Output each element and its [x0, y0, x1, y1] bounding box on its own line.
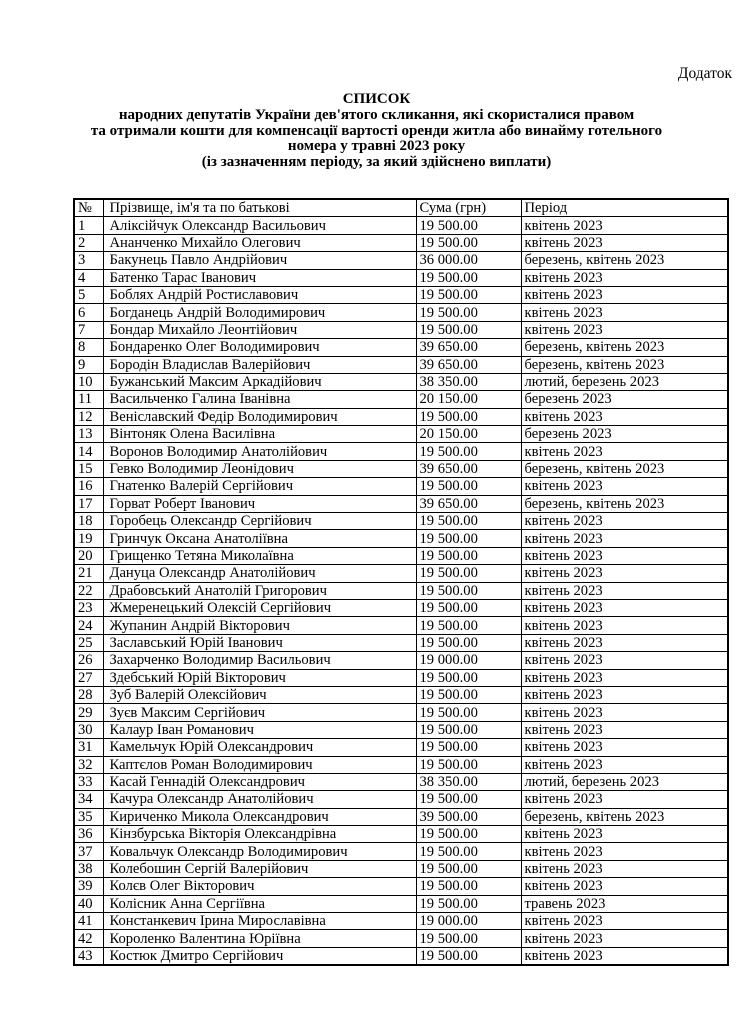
row-number: 33	[74, 773, 103, 790]
period: квітень 2023	[521, 478, 728, 495]
deputy-name: Веніславский Федір Володимирович	[103, 408, 416, 425]
deputy-name: Заславський Юрій Іванович	[103, 634, 416, 651]
amount: 19 500.00	[416, 860, 521, 877]
amount: 39 500.00	[416, 808, 521, 825]
period: квітень 2023	[521, 878, 728, 895]
deputy-name: Аліксійчук Олександр Васильович	[103, 217, 416, 234]
row-number: 8	[74, 339, 103, 356]
deputy-name: Гринчук Оксана Анатоліївна	[103, 530, 416, 547]
table-row	[74, 669, 728, 686]
period: березень 2023	[521, 391, 728, 408]
table-header-row	[74, 199, 728, 217]
deputy-name: Воронов Володимир Анатолійович	[103, 443, 416, 460]
amount: 19 500.00	[416, 791, 521, 808]
title-line-3: та отримали кошти для компенсації вартості оренди житла або винайму готельного	[90, 122, 663, 139]
table-row	[74, 530, 728, 547]
table-row	[74, 947, 728, 965]
table-row	[74, 304, 728, 321]
table-row	[74, 739, 728, 756]
column-header-amount: Сума (грн)	[416, 199, 521, 217]
row-number: 19	[74, 530, 103, 547]
row-number: 42	[74, 930, 103, 947]
column-header-period: Період	[521, 199, 728, 217]
deputy-name: Здебський Юрій Вікторович	[103, 669, 416, 686]
row-number: 7	[74, 321, 103, 338]
row-number: 31	[74, 739, 103, 756]
row-number: 20	[74, 547, 103, 564]
table-row	[74, 704, 728, 721]
row-number: 32	[74, 756, 103, 773]
deputy-name: Горобець Олександр Сергійович	[103, 513, 416, 530]
deputy-name: Бакунець Павло Андрійович	[103, 252, 416, 269]
deputy-name: Колебошин Сергій Валерійович	[103, 860, 416, 877]
title-line-4: номера у травні 2023 року	[287, 138, 466, 155]
table-row	[74, 443, 728, 460]
table-row	[74, 252, 728, 269]
row-number: 40	[74, 895, 103, 912]
deputy-name: Жупанин Андрій Вікторович	[103, 617, 416, 634]
table-row	[74, 286, 728, 303]
deputy-name: Колєв Олег Вікторович	[103, 878, 416, 895]
amount: 19 500.00	[416, 547, 521, 564]
table-row	[74, 721, 728, 738]
row-number: 5	[74, 286, 103, 303]
table-row	[74, 843, 728, 860]
row-number: 14	[74, 443, 103, 460]
period: квітень 2023	[521, 634, 728, 651]
row-number: 4	[74, 269, 103, 286]
table-row	[74, 652, 728, 669]
table-row	[74, 217, 728, 234]
period: квітень 2023	[521, 443, 728, 460]
period: квітень 2023	[521, 582, 728, 599]
amount: 19 500.00	[416, 408, 521, 425]
title-line-5: (із зазначенням періоду, за який здійснено виплати)	[201, 154, 552, 171]
period: квітень 2023	[521, 739, 728, 756]
period: квітень 2023	[521, 843, 728, 860]
amount: 19 500.00	[416, 530, 521, 547]
amount: 19 500.00	[416, 443, 521, 460]
period: квітень 2023	[521, 408, 728, 425]
table-row	[74, 773, 728, 790]
column-header-number: №	[74, 199, 103, 217]
row-number: 3	[74, 252, 103, 269]
deputy-name: Костюк Дмитро Сергійович	[103, 947, 416, 965]
table-row	[74, 599, 728, 616]
amount: 19 500.00	[416, 599, 521, 616]
table-row	[74, 582, 728, 599]
deputy-name: Васильченко Галина Іванівна	[103, 391, 416, 408]
row-number: 23	[74, 599, 103, 616]
row-number: 26	[74, 652, 103, 669]
deputy-name: Захарченко Володимир Васильович	[103, 652, 416, 669]
amount: 19 500.00	[416, 895, 521, 912]
deputy-name: Боблях Андрій Ростиславович	[103, 286, 416, 303]
deputy-name: Бондаренко Олег Володимирович	[103, 339, 416, 356]
table-row	[74, 686, 728, 703]
amount: 19 500.00	[416, 878, 521, 895]
amount: 19 500.00	[416, 756, 521, 773]
period: квітень 2023	[521, 826, 728, 843]
table-row	[74, 269, 728, 286]
period: квітень 2023	[521, 913, 728, 930]
period: квітень 2023	[521, 304, 728, 321]
table-row	[74, 460, 728, 477]
title-line-2: народних депутатів України дев'ятого скликання, які скористалися правом	[118, 106, 635, 123]
table-row	[74, 895, 728, 912]
deputy-name: Камельчук Юрій Олександрович	[103, 739, 416, 756]
amount: 39 650.00	[416, 495, 521, 512]
amount: 39 650.00	[416, 339, 521, 356]
row-number: 27	[74, 669, 103, 686]
deputy-name: Бужанський Максим Аркадійович	[103, 373, 416, 390]
deputy-name: Кириченко Микола Олександрович	[103, 808, 416, 825]
table-row	[74, 356, 728, 373]
table-row	[74, 408, 728, 425]
amount: 19 500.00	[416, 686, 521, 703]
table-row	[74, 791, 728, 808]
row-number: 29	[74, 704, 103, 721]
period: березень, квітень 2023	[521, 339, 728, 356]
amount: 19 000.00	[416, 652, 521, 669]
row-number: 43	[74, 947, 103, 965]
table-row	[74, 547, 728, 564]
row-number: 34	[74, 791, 103, 808]
row-number: 24	[74, 617, 103, 634]
deputy-name: Констанкевич Ірина Мирославівна	[103, 913, 416, 930]
amount: 19 500.00	[416, 234, 521, 251]
amount: 19 500.00	[416, 930, 521, 947]
period: квітень 2023	[521, 321, 728, 338]
table-row	[74, 860, 728, 877]
table-body	[74, 217, 728, 965]
period: березень, квітень 2023	[521, 808, 728, 825]
period: травень 2023	[521, 895, 728, 912]
amount: 19 500.00	[416, 826, 521, 843]
deputy-name: Калаур Іван Романович	[103, 721, 416, 738]
table-row	[74, 373, 728, 390]
deputy-name: Ананченко Михайло Олегович	[103, 234, 416, 251]
period: квітень 2023	[521, 513, 728, 530]
period: квітень 2023	[521, 530, 728, 547]
row-number: 9	[74, 356, 103, 373]
period: квітень 2023	[521, 617, 728, 634]
amount: 19 500.00	[416, 704, 521, 721]
deputy-name: Каптєлов Роман Володимирович	[103, 756, 416, 773]
amount: 39 650.00	[416, 356, 521, 373]
row-number: 10	[74, 373, 103, 390]
amount: 20 150.00	[416, 426, 521, 443]
row-number: 13	[74, 426, 103, 443]
table-row	[74, 495, 728, 512]
period: квітень 2023	[521, 686, 728, 703]
period: квітень 2023	[521, 860, 728, 877]
deputy-name: Ковальчук Олександр Володимирович	[103, 843, 416, 860]
title-line-1: СПИСОК	[342, 91, 411, 107]
amount: 36 000.00	[416, 252, 521, 269]
deputy-name: Горват Роберт Іванович	[103, 495, 416, 512]
amount: 19 500.00	[416, 304, 521, 321]
row-number: 18	[74, 513, 103, 530]
deputy-name: Драбовський Анатолій Григорович	[103, 582, 416, 599]
row-number: 12	[74, 408, 103, 425]
period: квітень 2023	[521, 721, 728, 738]
deputy-name: Зуб Валерій Олексійович	[103, 686, 416, 703]
table-row	[74, 617, 728, 634]
row-number: 39	[74, 878, 103, 895]
period: квітень 2023	[521, 565, 728, 582]
period: березень 2023	[521, 426, 728, 443]
period: квітень 2023	[521, 286, 728, 303]
table-row	[74, 913, 728, 930]
row-number: 1	[74, 217, 103, 234]
amount: 39 650.00	[416, 460, 521, 477]
deputy-name: Гнатенко Валерій Сергійович	[103, 478, 416, 495]
amount: 20 150.00	[416, 391, 521, 408]
period: квітень 2023	[521, 947, 728, 965]
row-number: 22	[74, 582, 103, 599]
period: березень, квітень 2023	[521, 495, 728, 512]
amount: 19 500.00	[416, 286, 521, 303]
deputy-name: Кінзбурська Вікторія Олександрівна	[103, 826, 416, 843]
period: квітень 2023	[521, 930, 728, 947]
deputy-name: Бородін Владислав Валерійович	[103, 356, 416, 373]
table-row	[74, 930, 728, 947]
amount: 19 500.00	[416, 321, 521, 338]
table-row	[74, 513, 728, 530]
row-number: 15	[74, 460, 103, 477]
row-number: 35	[74, 808, 103, 825]
deputy-name: Колісник Анна Сергіївна	[103, 895, 416, 912]
period: квітень 2023	[521, 547, 728, 564]
period: березень, квітень 2023	[521, 252, 728, 269]
row-number: 25	[74, 634, 103, 651]
row-number: 36	[74, 826, 103, 843]
row-number: 41	[74, 913, 103, 930]
deputy-name: Зуєв Максим Сергійович	[103, 704, 416, 721]
deputy-name: Короленко Валентина Юріївна	[103, 930, 416, 947]
table-row	[74, 426, 728, 443]
amount: 19 500.00	[416, 739, 521, 756]
amount: 19 500.00	[416, 513, 521, 530]
amount: 19 500.00	[416, 721, 521, 738]
amount: 19 500.00	[416, 269, 521, 286]
period: березень, квітень 2023	[521, 460, 728, 477]
table-row	[74, 878, 728, 895]
deputy-name: Батенко Тарас Іванович	[103, 269, 416, 286]
row-number: 38	[74, 860, 103, 877]
table-row	[74, 478, 728, 495]
period: квітень 2023	[521, 599, 728, 616]
amount: 38 350.00	[416, 773, 521, 790]
deputy-name: Гевко Володимир Леонідович	[103, 460, 416, 477]
row-number: 16	[74, 478, 103, 495]
table-row	[74, 826, 728, 843]
deputy-name: Богданець Андрій Володимирович	[103, 304, 416, 321]
table-row	[74, 321, 728, 338]
row-number: 17	[74, 495, 103, 512]
period: квітень 2023	[521, 791, 728, 808]
period: квітень 2023	[521, 269, 728, 286]
amount: 19 500.00	[416, 582, 521, 599]
table-row	[74, 565, 728, 582]
period: квітень 2023	[521, 669, 728, 686]
period: квітень 2023	[521, 704, 728, 721]
row-number: 11	[74, 391, 103, 408]
row-number: 21	[74, 565, 103, 582]
amount: 19 500.00	[416, 565, 521, 582]
row-number: 2	[74, 234, 103, 251]
period: квітень 2023	[521, 756, 728, 773]
row-number: 6	[74, 304, 103, 321]
amount: 19 000.00	[416, 913, 521, 930]
deputy-name: Качура Олександр Анатолійович	[103, 791, 416, 808]
deputy-name: Бондар Михайло Леонтійович	[103, 321, 416, 338]
table-row	[74, 756, 728, 773]
amount: 19 500.00	[416, 669, 521, 686]
row-number: 37	[74, 843, 103, 860]
document-title	[49, 92, 704, 171]
deputy-name: Жмеренецький Олексій Сергійович	[103, 599, 416, 616]
deputy-name: Дануца Олександр Анатолійович	[103, 565, 416, 582]
period: квітень 2023	[521, 217, 728, 234]
row-number: 30	[74, 721, 103, 738]
table-row	[74, 391, 728, 408]
deputy-name: Касай Геннадій Олександрович	[103, 773, 416, 790]
amount: 19 500.00	[416, 947, 521, 965]
period: квітень 2023	[521, 652, 728, 669]
table-row	[74, 634, 728, 651]
period: лютий, березень 2023	[521, 373, 728, 390]
amount: 38 350.00	[416, 373, 521, 390]
table-row	[74, 234, 728, 251]
amount: 19 500.00	[416, 478, 521, 495]
period: лютий, березень 2023	[521, 773, 728, 790]
row-number: 28	[74, 686, 103, 703]
table-row	[74, 339, 728, 356]
amount: 19 500.00	[416, 843, 521, 860]
column-header-name: Прізвище, ім'я та по батькові	[103, 199, 416, 217]
deputy-name: Грищенко Тетяна Миколаївна	[103, 547, 416, 564]
deputy-name: Вінтоняк Олена Василівна	[103, 426, 416, 443]
annex-label: Додаток	[677, 65, 732, 82]
payments-table	[73, 198, 729, 966]
amount: 19 500.00	[416, 217, 521, 234]
period: березень, квітень 2023	[521, 356, 728, 373]
amount: 19 500.00	[416, 634, 521, 651]
period: квітень 2023	[521, 234, 728, 251]
amount: 19 500.00	[416, 617, 521, 634]
table-row	[74, 808, 728, 825]
